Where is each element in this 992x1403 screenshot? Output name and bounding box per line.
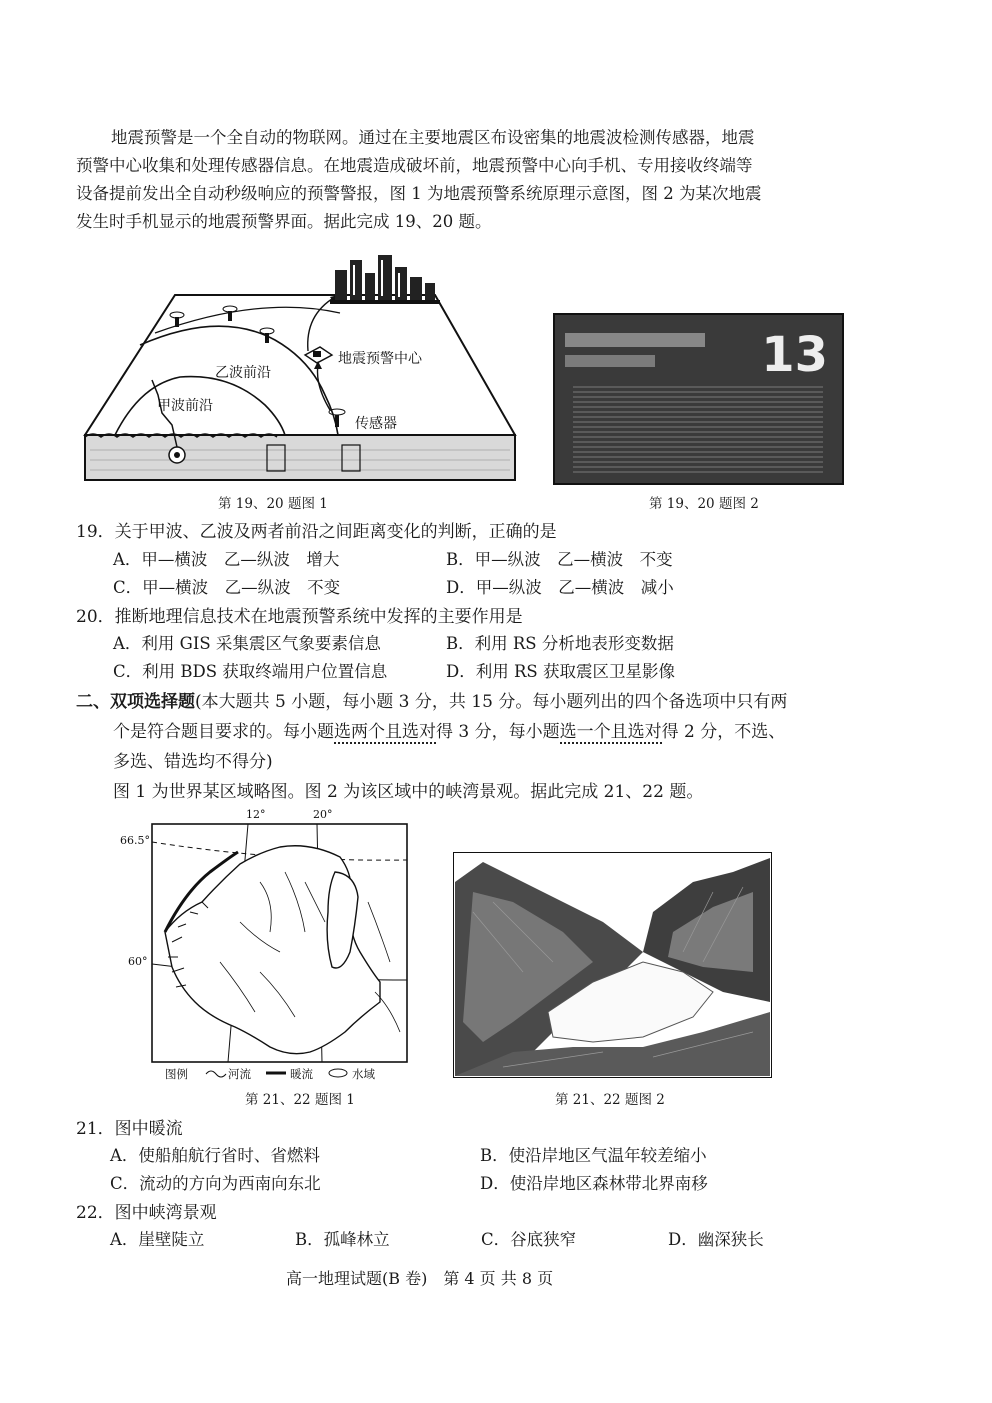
legend-water: 水域 xyxy=(352,1067,375,1081)
label-sensor: 传感器 xyxy=(355,416,397,432)
legend-river-icon xyxy=(206,1071,226,1077)
q22-option-a: A．崖壁陡立 xyxy=(110,1230,205,1249)
intro-line-3: 设备提前发出全自动秒级响应的预警警报，图 1 为地震预警系统原理示意图，图 2 为某次地震 xyxy=(76,184,762,203)
legend-title: 图例 xyxy=(165,1067,188,1081)
section2-line-3: 多选、错选均不得分) xyxy=(113,752,273,772)
intro-line-1: 地震预警是一个全自动的物联网。通过在主要地震区布设密集的地震波检测传感器，地震 xyxy=(111,128,755,147)
fig2122-1-caption: 第 21、22 题图 1 xyxy=(245,1092,355,1108)
q20-option-c: C．利用 BDS 获取终端用户位置信息 xyxy=(113,662,388,681)
section2-rule-part: 个是符合题目要求的。每小题 xyxy=(113,722,334,742)
countdown-number: 13 xyxy=(761,327,828,383)
q19-option-b: B．甲—纵波 乙—横波 不变 xyxy=(446,550,673,569)
q20-option-d: D．利用 RS 获取震区卫星影像 xyxy=(446,662,675,681)
legend-river: 河流 xyxy=(228,1067,251,1081)
label-jia-wave-front: 甲波前沿 xyxy=(157,398,213,414)
section2-line-2 xyxy=(113,717,785,742)
q19-option-a: A．甲—横波 乙—纵波 增大 xyxy=(113,550,340,569)
q20-option-a: A．利用 GIS 采集震区气象要素信息 xyxy=(113,634,381,653)
fig1920-1-caption: 第 19、20 题图 1 xyxy=(218,496,328,512)
warning-text-block xyxy=(565,355,655,367)
legend-water-icon xyxy=(329,1069,347,1077)
page-footer: 高一地理试题(B 卷) 第 4 页 共 8 页 xyxy=(286,1269,554,1288)
earthquake-warning-diagram xyxy=(80,255,520,490)
fjord-photo xyxy=(453,852,772,1078)
q20-option-b: B．利用 RS 分析地表形变数据 xyxy=(446,634,674,653)
label-warning-center: 地震预警中心 xyxy=(338,351,422,367)
q19-option-c: C．甲—横波 乙—纵波 不变 xyxy=(113,578,341,597)
label-yi-wave-front: 乙波前沿 xyxy=(215,365,271,381)
fig2122-2-caption: 第 21、22 题图 2 xyxy=(555,1092,665,1108)
section2-heading: 二、双项选择题 xyxy=(76,692,195,712)
intro-line-2: 预警中心收集和处理传感器信息。在地震造成破坏前，地震预警中心向手机、专用接收终端等 xyxy=(76,156,753,175)
q21-option-a: A．使船舶航行省时、省燃料 xyxy=(110,1146,320,1165)
q21-option-b: B．使沿岸地区气温年较差缩小 xyxy=(480,1146,707,1165)
legend-current: 暖流 xyxy=(290,1067,313,1081)
warning-text-block xyxy=(565,333,705,347)
q21-stem: 21．图中暖流 xyxy=(76,1119,183,1139)
section2-emphasis-two: 选两个且选对 xyxy=(334,722,436,742)
map-latitude-66-5: 66.5° xyxy=(120,834,150,847)
q22-option-b: B．孤峰林立 xyxy=(295,1230,390,1249)
warning-noise-area xyxy=(573,385,823,473)
section2-intro: 图 1 为世界某区域略图。图 2 为该区域中的峡湾景观。据此完成 21、22 题。 xyxy=(113,782,704,802)
section2-rule-part: 得 3 分，每小题 xyxy=(436,722,560,742)
q19-option-d: D．甲—纵波 乙—横波 减小 xyxy=(446,578,674,597)
q19-stem: 19．关于甲波、乙波及两者前沿之间距离变化的判断，正确的是 xyxy=(76,522,557,542)
map-latitude-60: 60° xyxy=(128,955,148,968)
phone-warning-screen xyxy=(553,313,844,485)
q21-option-d: D．使沿岸地区森林带北界南移 xyxy=(480,1174,708,1193)
q20-stem: 20．推断地理信息技术在地震预警系统中发挥的主要作用是 xyxy=(76,607,523,627)
q21-option-c: C．流动的方向为西南向东北 xyxy=(110,1174,321,1193)
map-longitude-12: 12° xyxy=(246,808,266,821)
scandinavia-map xyxy=(110,802,415,1087)
map-longitude-20: 20° xyxy=(313,808,333,821)
q22-stem: 22．图中峡湾景观 xyxy=(76,1203,217,1223)
section2-emphasis-one: 选一个且选对 xyxy=(559,722,662,742)
fig1920-2-caption: 第 19、20 题图 2 xyxy=(649,496,759,512)
q22-option-d: D．幽深狭长 xyxy=(668,1230,764,1249)
q22-option-c: C．谷底狭窄 xyxy=(481,1230,577,1249)
section2-rules: (本大题共 5 小题，每小题 3 分，共 15 分。每小题列出的四个备选项中只有两 xyxy=(195,692,788,712)
section2-rule-part: 得 2 分，不选、 xyxy=(661,722,786,742)
section2-line-1 xyxy=(76,687,787,712)
intro-line-4: 发生时手机显示的地震预警界面。据此完成 19、20 题。 xyxy=(76,212,492,231)
